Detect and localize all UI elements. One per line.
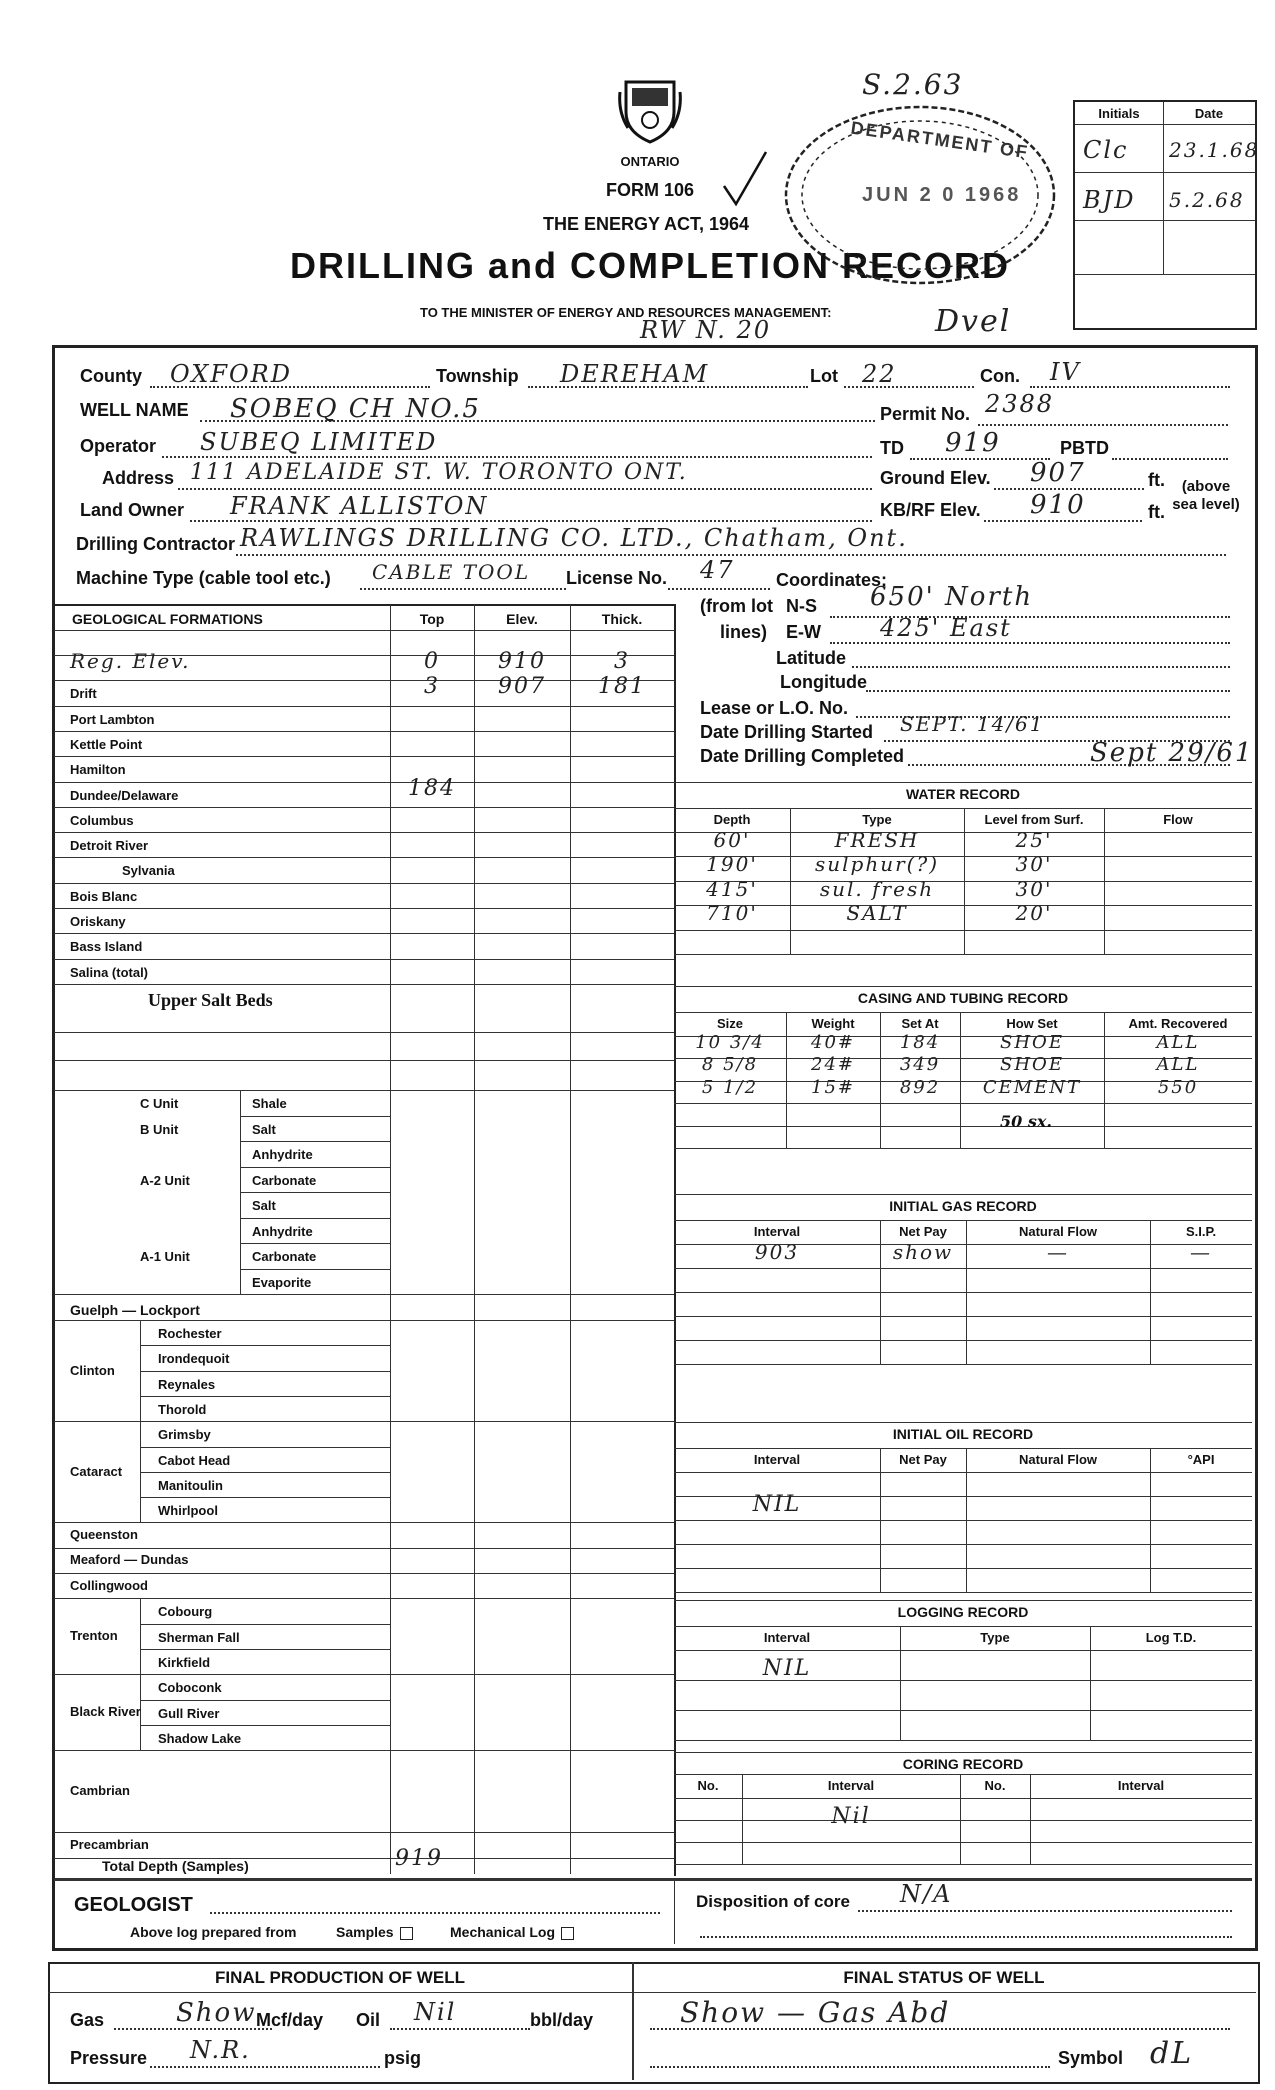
cambrian: Cambrian — [70, 1783, 130, 1799]
casing_record-col: Amt. Recovered — [1128, 1016, 1228, 1031]
guelph-lockport: Guelph — Lockport — [70, 1302, 200, 1318]
clinton-sub: Irondequoit — [158, 1351, 230, 1367]
cataract-sub: Cabot Head — [158, 1452, 231, 1468]
symbol-label: Symbol — [1058, 2048, 1124, 2068]
samples-checkbox[interactable]: Samples — [336, 1924, 413, 1940]
gas_record-col: Interval — [753, 1224, 801, 1239]
oil-unit: bbl/day — [530, 2010, 594, 2030]
upper-salt-beds-label: Upper Salt Beds — [148, 990, 273, 1010]
township-value: DEREHAM — [560, 360, 710, 388]
samples-box[interactable] — [400, 1927, 413, 1940]
salina-sub: Carbonate — [252, 1172, 317, 1188]
coring_record-title: CORING RECORD — [902, 1756, 1024, 1772]
gas_record-col: Net Pay — [899, 1224, 947, 1239]
contractor-label: Drilling Contractor — [76, 534, 236, 554]
oil_record-col: Natural Flow — [1018, 1452, 1097, 1467]
pressure-label: Pressure — [70, 2048, 148, 2068]
casing_record-title: CASING AND TUBING RECORD — [857, 990, 1069, 1006]
formation-name: Sylvania — [122, 863, 175, 879]
date-row-1: 23.1.68 — [1169, 138, 1260, 162]
from-lot-label: (from lot — [700, 596, 773, 616]
form-number: FORM 106 — [605, 180, 695, 200]
date-row-2: 5.2.68 — [1169, 188, 1245, 212]
casing_record-cell: 8 5/8 — [701, 1054, 759, 1076]
longitude-label: Longitude — [780, 672, 867, 692]
clinton-sub: Rochester — [158, 1326, 222, 1341]
contractor-value: RAWLINGS DRILLING CO. LTD., Chatham, Ont. — [240, 524, 908, 552]
salina-unit: B Unit — [140, 1121, 179, 1137]
gas_record-cell: show — [892, 1240, 954, 1264]
machine-type-label: Machine Type (cable tool etc.) — [76, 568, 331, 588]
oil_record-title: INITIAL OIL RECORD — [892, 1426, 1034, 1442]
final-status-value: Show — Gas Abd — [680, 1996, 951, 2029]
date-started-label: Date Drilling Started — [700, 722, 874, 742]
queenston: Queenston — [70, 1527, 138, 1543]
salina-unit: A-2 Unit — [140, 1172, 190, 1188]
initials-header: Initials — [1098, 106, 1140, 121]
water_record-col: Level from Surf. — [984, 812, 1084, 827]
water_record-col: Flow — [1163, 812, 1193, 827]
ns-label: N-S — [786, 596, 817, 616]
gas-label: Gas — [70, 2010, 105, 2030]
ew-value: 425' East — [880, 614, 1012, 642]
black_river-sub: Gull River — [158, 1705, 220, 1721]
coordinates-label: Coordinates: — [776, 570, 888, 590]
document-title: DRILLING and COMPLETION RECORD — [290, 245, 1010, 286]
formation-name: Dundee/Delaware — [70, 787, 179, 803]
clinton-group: Clinton — [70, 1362, 115, 1378]
formation-name: Reg. Elev. — [70, 649, 191, 673]
reference-handwritten: RW N. 20 — [640, 316, 772, 344]
lot-label: Lot — [810, 366, 838, 386]
gas_record-cell: — — [1047, 1240, 1069, 1264]
casing_record-cell: CEMENT — [982, 1076, 1082, 1098]
oil-value: Nil — [414, 1998, 457, 2026]
permit-value: 2388 — [985, 390, 1055, 418]
water_record-cell: FRESH — [834, 828, 920, 852]
initial-handwritten: Dvel — [935, 304, 1012, 339]
geologist-label: GEOLOGIST — [74, 1894, 193, 1916]
license-label: License No. — [566, 568, 668, 588]
water_record-cell: 30' — [1015, 876, 1053, 901]
machine-type-value: CABLE TOOL — [372, 560, 531, 584]
cataract-sub: Manitoulin — [158, 1477, 223, 1493]
water_record-cell: 710' — [706, 901, 758, 926]
black_river-sub: Shadow Lake — [158, 1730, 242, 1746]
formation-name: Drift — [70, 686, 97, 702]
logging_record-cell: NIL — [762, 1656, 812, 1681]
operator-value: SUBEQ LIMITED — [200, 428, 438, 456]
initials-date-box — [1073, 100, 1260, 330]
well-name-value: SOBEQ CH NO.5 — [230, 394, 481, 424]
casing_record-cell: ALL — [1156, 1054, 1200, 1076]
trenton-sub: Kirkfield — [158, 1654, 211, 1670]
latitude-label: Latitude — [776, 648, 846, 668]
mechanical-log-checkbox[interactable]: Mechanical Log — [450, 1924, 574, 1940]
formation-thick: 181 — [598, 674, 646, 700]
logging_record-col: Log T.D. — [1145, 1630, 1197, 1645]
casing_record-col: How Set — [1006, 1016, 1058, 1031]
casing_record-col: Size — [716, 1016, 743, 1031]
lease-label: Lease or L.O. No. — [700, 698, 849, 718]
water_record-cell: 60' — [713, 828, 751, 852]
meaford: Meaford — Dundas — [70, 1552, 189, 1568]
final-production-title: FINAL PRODUCTION OF WELL — [215, 1968, 465, 1987]
formation-top: 3 — [424, 674, 440, 700]
logging_record-title: LOGGING RECORD — [897, 1604, 1029, 1620]
pbtd-label: PBTD — [1060, 438, 1109, 458]
gas_record-title: INITIAL GAS RECORD — [889, 1198, 1037, 1214]
formation-top: 184 — [408, 775, 456, 801]
salina-sub: Salt — [252, 1121, 276, 1137]
oil_record-col: Interval — [753, 1452, 801, 1467]
date-started-value: SEPT. 14/61 — [900, 712, 1045, 736]
water_record-cell: 30' — [1015, 852, 1053, 877]
coring_record-col: Interval — [827, 1778, 875, 1793]
salina-sub: Anhydrite — [252, 1223, 313, 1239]
formation-elev: 907 — [498, 674, 546, 700]
casing_record-cell: 10 3/4 — [695, 1032, 765, 1053]
total-depth-label: Total Depth (Samples) — [102, 1858, 249, 1874]
casing_record-cell: 24# — [811, 1054, 855, 1076]
casing_record-cell: SHOE — [1000, 1054, 1064, 1076]
formation-name: Oriskany — [70, 914, 126, 929]
water_record-col: Type — [862, 812, 892, 827]
salina-sub: Salt — [252, 1198, 276, 1213]
gas_record-cell: 903 — [754, 1240, 800, 1264]
department-stamp: DEPARTMENT OF JUN 2 0 1968 — [780, 100, 1060, 290]
casing-note: 50 sx. — [1000, 1112, 1052, 1131]
oil-label: Oil — [356, 2010, 381, 2030]
date-header: Date — [1194, 106, 1224, 121]
ground-elev-value: 907 — [1030, 458, 1086, 488]
geo-col-elev: Elev. — [506, 611, 538, 627]
province-label: ONTARIO — [620, 154, 680, 169]
water_record-cell: 25' — [1015, 828, 1053, 852]
pressure-unit: psig — [384, 2048, 422, 2068]
cataract-group: Cataract — [70, 1463, 123, 1479]
water_record-cell: sul. fresh — [819, 876, 935, 901]
black_river-sub: Coboconk — [158, 1680, 222, 1696]
geo-col-top: Top — [419, 611, 445, 627]
initials-row-1: Clc — [1083, 136, 1129, 164]
formation-top: 0 — [424, 649, 440, 674]
water_record-col: Depth — [713, 812, 751, 827]
address-label: Address — [102, 468, 175, 488]
license-value: 47 — [700, 556, 735, 584]
casing_record-cell: 892 — [899, 1076, 941, 1098]
formation-name: Kettle Point — [70, 736, 143, 752]
gas_record-col: S.I.P. — [1185, 1224, 1217, 1239]
casing_record-cell: 40# — [811, 1032, 855, 1053]
oil_record-col: °API — [1187, 1452, 1215, 1467]
final-status-title: FINAL STATUS OF WELL — [843, 1968, 1045, 1987]
water_record-cell: 190' — [706, 852, 758, 877]
water_record-cell: sulphur(?) — [815, 852, 939, 877]
water_record-cell: SALT — [846, 901, 908, 926]
td-value: 919 — [945, 428, 1001, 458]
ontario-crest-icon — [618, 72, 682, 146]
formation-thick: 3 — [614, 649, 630, 674]
address-value: 111 ADELAIDE ST. W. TORONTO ONT. — [190, 460, 688, 485]
coring_record-col: No. — [984, 1778, 1006, 1793]
ns-value: 650' North — [870, 582, 1034, 612]
ground-elev-unit: ft. — [1148, 470, 1165, 490]
trenton-sub: Cobourg — [158, 1604, 213, 1620]
well-name-label: WELL NAME — [80, 400, 189, 420]
casing_record-cell: 550 — [1157, 1076, 1199, 1098]
kb-elev-label: KB/RF Elev. — [880, 500, 981, 520]
casing_record-col: Set At — [901, 1016, 939, 1031]
oil_record-cell: NIL — [752, 1492, 802, 1517]
formation-name: Bass Island — [70, 939, 143, 955]
geo-col-formations: GEOLOGICAL FORMATIONS — [72, 611, 263, 627]
county-label: County — [80, 366, 142, 386]
casing_record-cell: 15# — [811, 1076, 855, 1098]
casing_record-cell: ALL — [1156, 1032, 1200, 1053]
disposition-label: Disposition of core — [696, 1892, 850, 1911]
lines-label: lines) — [720, 622, 768, 642]
con-value: IV — [1050, 358, 1081, 386]
gas-unit: Mcf/day — [256, 2010, 324, 2030]
mechanical-log-box[interactable] — [561, 1927, 574, 1940]
total-depth-value: 919 — [395, 1846, 443, 1871]
water_record-cell: 20' — [1015, 901, 1053, 926]
gas_record-cell: — — [1190, 1240, 1212, 1264]
water_record-cell: 415' — [706, 876, 758, 901]
date-completed-value: Sept 29/61 — [1090, 738, 1254, 768]
salina-unit: A-1 Unit — [140, 1249, 190, 1264]
precambrian: Precambrian — [70, 1837, 149, 1853]
salina-sub: Carbonate — [252, 1249, 317, 1264]
township-label: Township — [436, 366, 519, 386]
salina-unit: C Unit — [140, 1096, 179, 1111]
geo-col-thick: Thick. — [601, 611, 643, 627]
disposition-value: N/A — [900, 1880, 953, 1908]
casing_record-cell: 5 1/2 — [701, 1076, 759, 1098]
water_record-title: WATER RECORD — [905, 786, 1021, 802]
above-sea-level-note: (above sea level) — [1172, 478, 1240, 513]
cataract-sub: Grimsby — [158, 1427, 211, 1443]
oil_record-col: Net Pay — [899, 1452, 947, 1467]
formation-name: Detroit River — [70, 838, 149, 854]
clinton-sub: Thorold — [158, 1401, 207, 1417]
date-completed-label: Date Drilling Completed — [700, 746, 905, 766]
formation-elev: 910 — [498, 649, 546, 674]
ground-elev-label: Ground Elev. — [880, 468, 991, 488]
td-label: TD — [880, 438, 904, 458]
operator-label: Operator — [80, 436, 157, 456]
formation-name: Port Lambton — [70, 711, 155, 727]
salina-sub: Shale — [252, 1096, 287, 1111]
checkmark-icon — [720, 148, 770, 213]
black_river-group: Black River — [70, 1704, 141, 1720]
formation-name: Salina (total) — [70, 964, 149, 980]
gas_record-col: Natural Flow — [1018, 1224, 1097, 1239]
file-number-handwritten: S.2.63 — [862, 68, 964, 101]
ew-label: E-W — [786, 622, 821, 642]
coring_record-col: Interval — [1117, 1778, 1165, 1793]
collingwood: Collingwood — [70, 1577, 148, 1593]
kb-elev-unit: ft. — [1148, 502, 1165, 522]
logging_record-col: Type — [980, 1630, 1010, 1645]
pressure-value: N.R. — [190, 2036, 251, 2064]
to-minister-label: TO THE MINISTER OF ENERGY AND RESOURCES MANAGEMENT: — [420, 305, 832, 320]
con-label: Con. — [980, 366, 1020, 386]
logging_record-col: Interval — [763, 1630, 811, 1645]
act-title: THE ENERGY ACT, 1964 — [543, 214, 750, 234]
coring_record-cell: Nil — [831, 1804, 871, 1829]
coring_record-col: No. — [697, 1778, 719, 1793]
land-owner-label: Land Owner — [80, 500, 185, 520]
formation-name: Bois Blanc — [70, 888, 138, 904]
cataract-sub: Whirlpool — [158, 1503, 218, 1519]
prepared-from-label: Above log prepared from — [130, 1924, 297, 1940]
salina-sub: Anhydrite — [252, 1147, 313, 1162]
initials-row-2: BJD — [1083, 186, 1136, 214]
casing_record-col: Weight — [811, 1016, 855, 1031]
permit-label: Permit No. — [880, 404, 971, 424]
clinton-sub: Reynales — [158, 1376, 216, 1392]
kb-elev-value: 910 — [1030, 490, 1086, 520]
formation-name: Columbus — [70, 812, 134, 828]
casing_record-cell: SHOE — [1000, 1032, 1064, 1053]
gas-value: Show — [176, 1998, 257, 2028]
casing_record-cell: 184 — [899, 1032, 941, 1053]
formation-name: Hamilton — [70, 762, 126, 778]
land-owner-value: FRANK ALLISTON — [230, 492, 489, 520]
trenton-sub: Sherman Fall — [158, 1629, 240, 1645]
county-value: OXFORD — [170, 360, 292, 388]
trenton-group: Trenton — [70, 1628, 118, 1644]
salina-sub: Evaporite — [252, 1274, 312, 1290]
lot-value: 22 — [862, 360, 897, 388]
symbol-value: dL — [1150, 2036, 1194, 2071]
casing_record-cell: 349 — [899, 1054, 941, 1076]
